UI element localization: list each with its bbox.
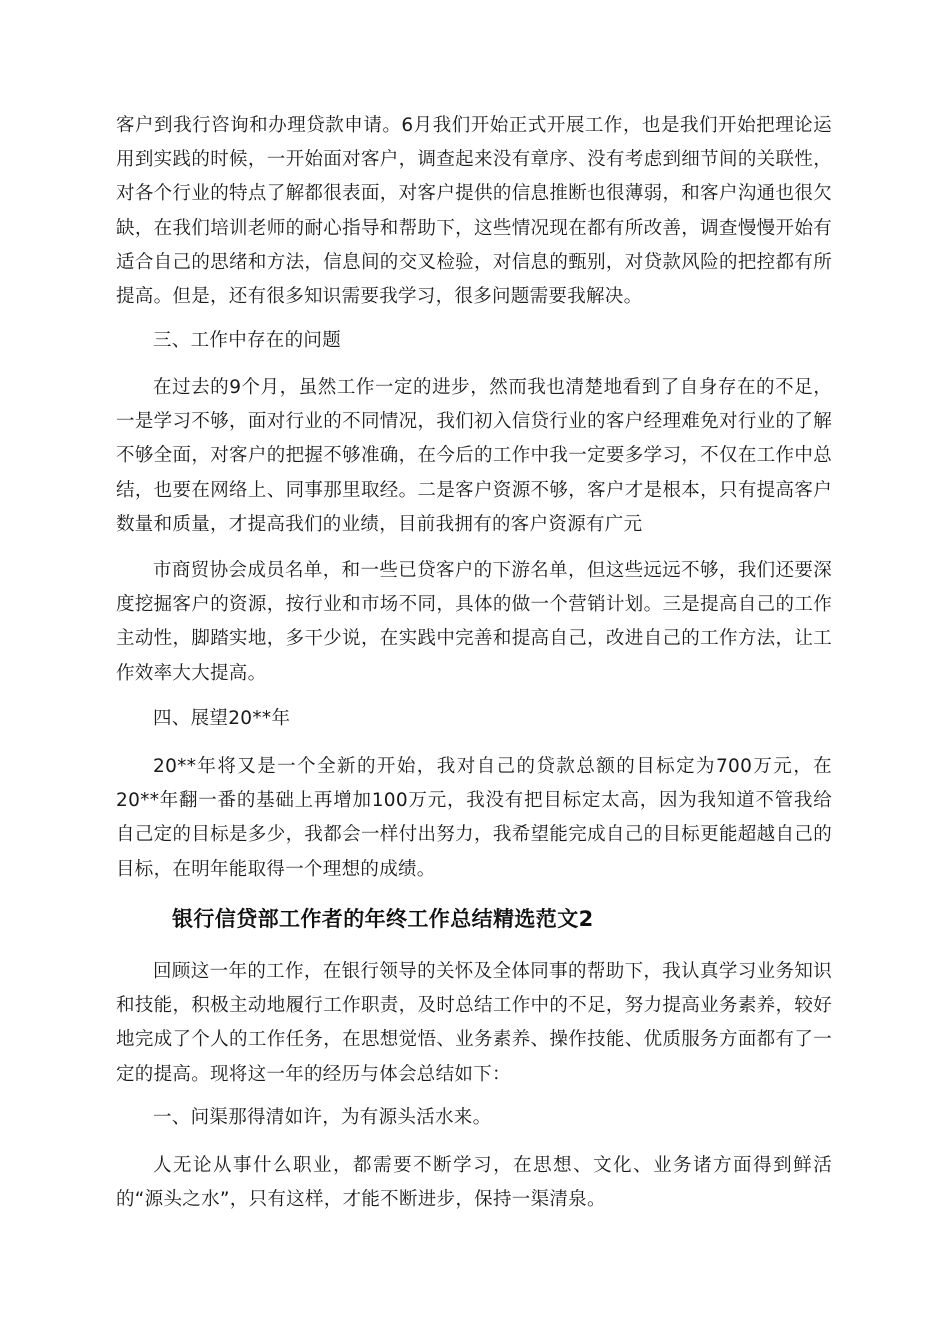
- section-heading-problems: 三、工作中存在的问题: [153, 330, 342, 351]
- paragraph-shortcomings: 在过去的9个月，虽然工作一定的进步，然而我也清楚地看到了自身存在的不足，一是学习不够，面对行业的不同情况，我们初入信贷行业的客户经理难免对行业的了解不够全面，对客户的把握不够准确，在今后的工作中我一定要多学习，不仅在工作中总结，也要在网络上、同事那里取经。二是客户资源不够，客户才是根本，只有提高客户数量和质量，才提高我们的业绩，目前我拥有的客户资源有广元: [116, 377, 832, 535]
- paragraph-loan-consultation: 客户到我行咨询和办理贷款申请。6月我们开始正式开展工作，也是我们开始把理论运用到实践的时候，一开始面对客户，调查起来没有章序、没有考虑到细节间的关联性，对各个行业的特点了解都很表面，对客户提供的信息推断也很薄弱，和客户沟通也很欠缺，在我们培训老师的耐心指导和帮助下，这些情况现在都有所改善，调查慢慢开始有适合自己的思绪和方法，信息间的交叉检验，对信息的甄别，对贷款风险的把控都有所提高。但是，还有很多知识需要我学习，很多问题需要我解决。: [116, 115, 832, 308]
- paragraph-year-review: 回顾这一年的工作，在银行领导的关怀及全体同事的帮助下，我认真学习业务知识和技能，积极主动地履行工作职责，及时总结工作中的不足，努力提高业务素养，较好地完成了个人的工作任务，在思想觉悟、业务素养、操作技能、优质服务方面都有了一定的提高。现将这一年的经历与体会总结如下：: [116, 961, 832, 1085]
- section-heading-continuous-learning: 一、问渠那得清如许，为有源头活水来。: [153, 1107, 492, 1128]
- article-title: 银行信贷部工作者的年终工作总结精选范文2: [172, 907, 594, 931]
- paragraph-loan-target: 20**年将又是一个全新的开始，我对自己的贷款总额的目标定为700万元，在20**年翻一番的基础上再增加100万元，我没有把目标定太高，因为我知道不管我给自己定的目标是多少，我都会一样付出努力，我希望能完成自己的目标更能超越自己的目标，在明年能取得一个理想的成绩。: [116, 756, 832, 880]
- paragraph-learning: 人无论从事什么职业，都需要不断学习，在思想、文化、业务诸方面得到鲜活的“源头之水”，只有这样，才能不断进步，保持一渠清泉。: [116, 1155, 832, 1211]
- paragraph-customer-resources: 市商贸协会成员名单，和一些已贷客户的下游名单，但这些远远不够，我们还要深度挖掘客户的资源，按行业和市场不同，具体的做一个营销计划。三是提高自己的工作主动性，脚踏实地，多干少说，在实践中完善和提高自己，改进自己的工作方法，让工作效率大大提高。: [116, 560, 832, 684]
- section-heading-outlook: 四、展望20**年: [153, 708, 291, 729]
